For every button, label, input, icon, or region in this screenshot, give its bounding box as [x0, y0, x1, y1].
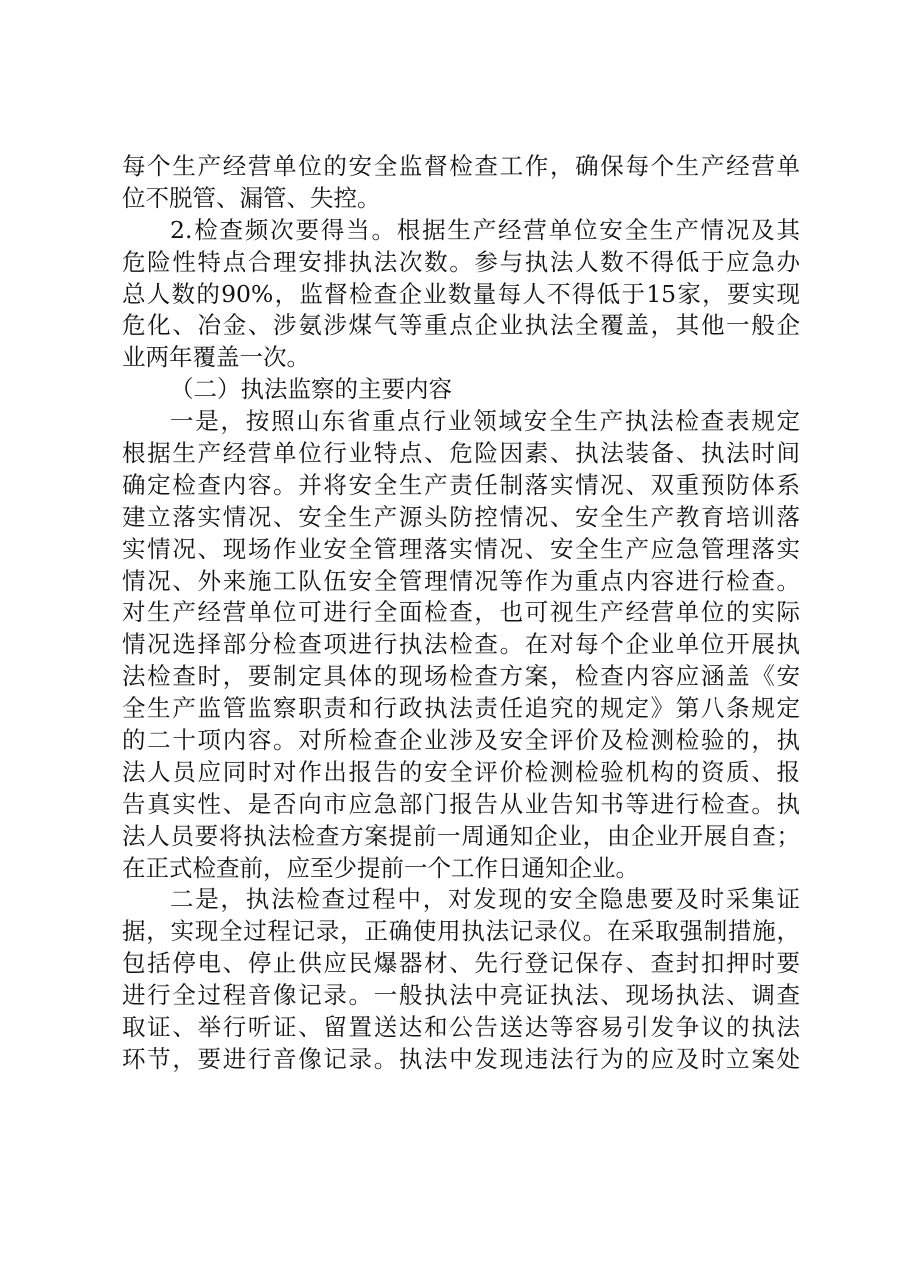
text-line: 对生产经营单位可进行全面检查，也可视生产经营单位的实际: [122, 598, 800, 627]
text-line: 危化、冶金、涉氨涉煤气等重点企业执法全覆盖，其他一般企: [122, 311, 800, 340]
section-heading: [122, 374, 800, 406]
text-line: 2.检查频次要得当。根据生产经营单位安全生产情况及其: [170, 215, 800, 244]
paragraph-first-point: [122, 406, 800, 884]
section-heading-text: （二）执法监察的主要内容: [170, 375, 452, 404]
text-line: 实情况、现场作业安全管理落实情况、安全生产应急管理落实: [122, 534, 800, 563]
text-line: 建立落实情况、安全生产源头防控情况、安全生产教育培训落: [122, 502, 800, 531]
paragraph-check-frequency: [122, 215, 800, 374]
paragraph-continuation: [122, 151, 800, 215]
text-line: 情况、外来施工队伍安全管理情况等作为重点内容进行检查。: [122, 566, 800, 595]
text-line: 情况选择部分检查项进行执法检查。在对每个企业单位开展执: [122, 630, 800, 659]
text-line: 危险性特点合理安排执法次数。参与执法人数不得低于应急办: [122, 247, 800, 276]
text-line: 全生产监管监察职责和行政执法责任追究的规定》第八条规定: [122, 694, 800, 723]
text-line: 进行全过程音像记录。一般执法中亮证执法、现场执法、调查: [122, 981, 800, 1010]
text-line: 总人数的90%，监督检查企业数量每人不得低于15家，要实现: [122, 279, 800, 308]
text-line: 根据生产经营单位行业特点、危险因素、执法装备、执法时间: [122, 439, 800, 468]
text-line: 业两年覆盖一次。: [122, 343, 310, 372]
text-line: 位不脱管、漏管、失控。: [122, 183, 381, 212]
text-line: 的二十项内容。对所检查企业涉及安全评价及检测检验的，执: [122, 726, 800, 755]
text-line: 法人员要将执法检查方案提前一周通知企业，由企业开展自查；: [122, 821, 800, 850]
text-line: 每个生产经营单位的安全监督检查工作，确保每个生产经营单: [122, 152, 800, 180]
text-line: 告真实性、是否向市应急部门报告从业告知书等进行检查。执: [122, 789, 800, 818]
text-line: 取证、举行听证、留置送达和公告送达等容易引发争议的执法: [122, 1013, 800, 1042]
document-body: [122, 151, 800, 1076]
text-line: 二是，执法检查过程中，对发现的安全隐患要及时采集证: [170, 885, 800, 914]
text-line: 确定检查内容。并将安全生产责任制落实情况、双重预防体系: [122, 470, 800, 499]
text-line: 包括停电、停止供应民爆器材、先行登记保存、查封扣押时要: [122, 949, 800, 978]
text-line: 法检查时，要制定具体的现场检查方案，检查内容应涵盖《安: [122, 662, 800, 691]
paragraph-second-point: [122, 884, 800, 1075]
text-line: 环节，要进行音像记录。执法中发现违法行为的应及时立案处: [122, 1044, 800, 1073]
text-line: 据，实现全过程记录，正确使用执法记录仪。在采取强制措施，: [122, 917, 800, 946]
text-line: 一是，按照山东省重点行业领域安全生产执法检查表规定: [170, 407, 800, 436]
text-line: 在正式检查前，应至少提前一个工作日通知企业。: [122, 853, 639, 882]
text-line: 法人员应同时对作出报告的安全评价检测检验机构的资质、报: [122, 757, 800, 786]
